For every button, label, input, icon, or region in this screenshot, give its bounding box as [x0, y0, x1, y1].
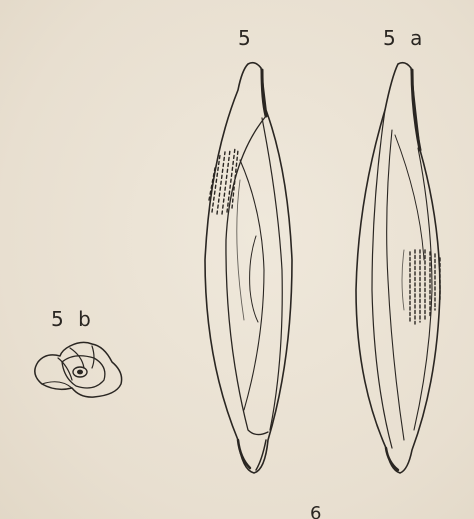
specimen-5a-stipple — [410, 250, 440, 324]
label-specimen-5a: 5 a — [383, 26, 427, 50]
specimen-5a-drawing — [356, 63, 440, 473]
specimen-5-drawing — [205, 63, 292, 473]
plate-number-partial: 6 — [310, 503, 326, 519]
label-specimen-5b: 5 b — [51, 307, 95, 331]
label-specimen-5: 5 — [238, 26, 255, 50]
specimen-5b-drawing — [35, 342, 122, 397]
